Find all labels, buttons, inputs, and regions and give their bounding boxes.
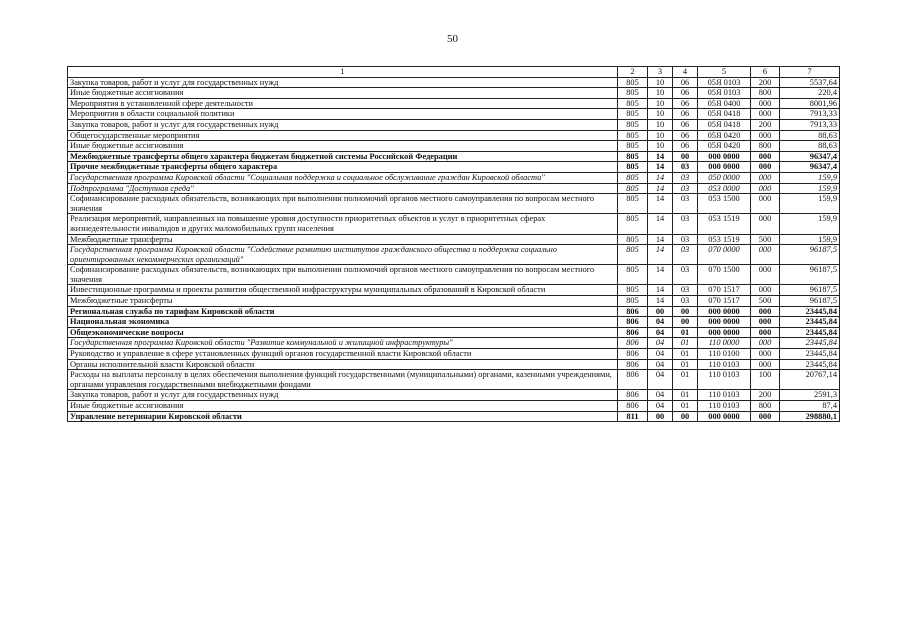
ministry-code-cell: 805: [618, 214, 648, 234]
table-row: [68, 151, 840, 162]
target-article-code-cell: 05Я 0420: [698, 141, 751, 152]
target-article-code-cell: 000 0000: [698, 151, 751, 162]
table-row: [68, 359, 840, 370]
table-row: [68, 77, 840, 88]
amount-cell: 96187,5: [780, 296, 840, 307]
amount-cell: 8001,96: [780, 98, 840, 109]
item-name-cell: Софинансирование расходных обязательств, возникающих при выполнении полномочий органов местного самоуправления по вопросам местного значения: [68, 194, 618, 214]
ministry-code-cell: 805: [618, 151, 648, 162]
ministry-code-cell: 805: [618, 234, 648, 245]
expense-type-code-cell: 000: [751, 265, 780, 285]
header-cell: 6: [751, 67, 780, 78]
budget-table: [67, 66, 840, 422]
item-name-cell: Общегосударственные мероприятия: [68, 130, 618, 141]
section-code-cell: 04: [648, 370, 673, 390]
subsection-code-cell: 03: [673, 285, 698, 296]
ministry-code-cell: 805: [618, 98, 648, 109]
amount-cell: 159,9: [780, 234, 840, 245]
expense-type-code-cell: 000: [751, 109, 780, 120]
section-code-cell: 10: [648, 88, 673, 99]
target-article-code-cell: 110 0000: [698, 338, 751, 349]
amount-cell: 5537,64: [780, 77, 840, 88]
amount-cell: 23445,84: [780, 317, 840, 328]
expense-type-code-cell: 000: [751, 338, 780, 349]
item-name-cell: Руководство и управление в сфере установленных функций органов государственной власти Кировской области: [68, 349, 618, 360]
table-header-row: [68, 67, 840, 78]
expense-type-code-cell: 000: [751, 130, 780, 141]
amount-cell: 159,9: [780, 172, 840, 183]
section-code-cell: 14: [648, 183, 673, 194]
amount-cell: 159,9: [780, 183, 840, 194]
target-article-code-cell: 053 1500: [698, 194, 751, 214]
expense-type-code-cell: 000: [751, 327, 780, 338]
amount-cell: 159,9: [780, 194, 840, 214]
subsection-code-cell: 01: [673, 359, 698, 370]
header-cell: 4: [673, 67, 698, 78]
subsection-code-cell: 03: [673, 234, 698, 245]
item-name-cell: Иные бюджетные ассигнования: [68, 401, 618, 412]
section-code-cell: 04: [648, 317, 673, 328]
item-name-cell: Межбюджетные трансферты общего характера бюджетам бюджетной системы Российской Федерации: [68, 151, 618, 162]
table-row: [68, 109, 840, 120]
item-name-cell: Софинансирование расходных обязательств, возникающих при выполнении полномочий органов местного самоуправления по вопросам местного значения: [68, 265, 618, 285]
subsection-code-cell: 06: [673, 88, 698, 99]
item-name-cell: Органы исполнительной власти Кировской области: [68, 359, 618, 370]
target-article-code-cell: 070 1500: [698, 265, 751, 285]
subsection-code-cell: 01: [673, 401, 698, 412]
target-article-code-cell: 053 1519: [698, 214, 751, 234]
target-article-code-cell: 000 0000: [698, 162, 751, 173]
ministry-code-cell: 805: [618, 296, 648, 307]
amount-cell: 96187,5: [780, 265, 840, 285]
amount-cell: 20767,14: [780, 370, 840, 390]
target-article-code-cell: 070 0000: [698, 245, 751, 265]
table-row: [68, 306, 840, 317]
subsection-code-cell: 06: [673, 141, 698, 152]
subsection-code-cell: 00: [673, 411, 698, 422]
subsection-code-cell: 03: [673, 265, 698, 285]
section-code-cell: 10: [648, 77, 673, 88]
section-code-cell: 04: [648, 349, 673, 360]
item-name-cell: Государственная программа Кировской области "Развитие коммунальной и жилищной инфраструктуры": [68, 338, 618, 349]
amount-cell: 96187,5: [780, 285, 840, 296]
table-row: [68, 88, 840, 99]
ministry-code-cell: 806: [618, 370, 648, 390]
item-name-cell: Мероприятия в установленной сфере деятельности: [68, 98, 618, 109]
subsection-code-cell: 01: [673, 327, 698, 338]
table-row: [68, 265, 840, 285]
expense-type-code-cell: 500: [751, 296, 780, 307]
section-code-cell: 14: [648, 296, 673, 307]
table-row: [68, 234, 840, 245]
amount-cell: 96347,4: [780, 162, 840, 173]
expense-type-code-cell: 000: [751, 285, 780, 296]
section-code-cell: 04: [648, 401, 673, 412]
subsection-code-cell: 03: [673, 194, 698, 214]
ministry-code-cell: 805: [618, 162, 648, 173]
ministry-code-cell: 806: [618, 338, 648, 349]
expense-type-code-cell: 000: [751, 317, 780, 328]
table-row: [68, 338, 840, 349]
ministry-code-cell: 805: [618, 109, 648, 120]
table-row: [68, 183, 840, 194]
table-row: [68, 130, 840, 141]
subsection-code-cell: 03: [673, 172, 698, 183]
amount-cell: 88,63: [780, 141, 840, 152]
section-code-cell: 00: [648, 306, 673, 317]
item-name-cell: Национальная экономика: [68, 317, 618, 328]
section-code-cell: 10: [648, 130, 673, 141]
expense-type-code-cell: 000: [751, 359, 780, 370]
target-article-code-cell: 070 1517: [698, 285, 751, 296]
item-name-cell: Государственная программа Кировской области "Содействие развитию институтов гражданского общества и поддержка социально ориентированных некоммерческих организаций": [68, 245, 618, 265]
expense-type-code-cell: 000: [751, 245, 780, 265]
item-name-cell: Общеэкономические вопросы: [68, 327, 618, 338]
section-code-cell: 14: [648, 285, 673, 296]
ministry-code-cell: 805: [618, 77, 648, 88]
item-name-cell: Иные бюджетные ассигнования: [68, 141, 618, 152]
target-article-code-cell: 110 0100: [698, 349, 751, 360]
ministry-code-cell: 806: [618, 306, 648, 317]
amount-cell: 298880,1: [780, 411, 840, 422]
item-name-cell: Подпрограмма "Доступная среда": [68, 183, 618, 194]
table-row: [68, 285, 840, 296]
item-name-cell: Закупка товаров, работ и услуг для государственных нужд: [68, 119, 618, 130]
target-article-code-cell: 05Я 0103: [698, 77, 751, 88]
expense-type-code-cell: 200: [751, 119, 780, 130]
item-name-cell: Межбюджетные трансферты: [68, 234, 618, 245]
ministry-code-cell: 806: [618, 327, 648, 338]
expense-type-code-cell: 800: [751, 141, 780, 152]
amount-cell: 23445,84: [780, 327, 840, 338]
table-row: [68, 411, 840, 422]
table-row: [68, 194, 840, 214]
subsection-code-cell: 03: [673, 183, 698, 194]
section-code-cell: 14: [648, 151, 673, 162]
subsection-code-cell: 01: [673, 349, 698, 360]
ministry-code-cell: 805: [618, 194, 648, 214]
subsection-code-cell: 03: [673, 214, 698, 234]
item-name-cell: Государственная программа Кировской области "Социальная поддержка и социальное обслуживание граждан Кировской области": [68, 172, 618, 183]
target-article-code-cell: 110 0103: [698, 370, 751, 390]
amount-cell: 7913,33: [780, 109, 840, 120]
header-cell: 7: [780, 67, 840, 78]
subsection-code-cell: 06: [673, 98, 698, 109]
target-article-code-cell: 110 0103: [698, 359, 751, 370]
subsection-code-cell: 03: [673, 245, 698, 265]
section-code-cell: 04: [648, 327, 673, 338]
expense-type-code-cell: 000: [751, 349, 780, 360]
expense-type-code-cell: 500: [751, 234, 780, 245]
target-article-code-cell: 05Я 0400: [698, 98, 751, 109]
header-cell: 1: [68, 67, 618, 78]
amount-cell: 23445,84: [780, 338, 840, 349]
expense-type-code-cell: 800: [751, 401, 780, 412]
section-code-cell: 10: [648, 98, 673, 109]
target-article-code-cell: 000 0000: [698, 327, 751, 338]
expense-type-code-cell: 000: [751, 162, 780, 173]
ministry-code-cell: 805: [618, 88, 648, 99]
target-article-code-cell: 05Я 0418: [698, 109, 751, 120]
ministry-code-cell: 806: [618, 401, 648, 412]
amount-cell: 220,4: [780, 88, 840, 99]
item-name-cell: Иные бюджетные ассигнования: [68, 88, 618, 99]
section-code-cell: 14: [648, 265, 673, 285]
ministry-code-cell: 806: [618, 349, 648, 360]
target-article-code-cell: 000 0000: [698, 306, 751, 317]
expense-type-code-cell: 000: [751, 306, 780, 317]
target-article-code-cell: 000 0000: [698, 317, 751, 328]
expense-type-code-cell: 200: [751, 390, 780, 401]
target-article-code-cell: 070 1517: [698, 296, 751, 307]
section-code-cell: 14: [648, 162, 673, 173]
subsection-code-cell: 03: [673, 296, 698, 307]
ministry-code-cell: 805: [618, 183, 648, 194]
table-row: [68, 98, 840, 109]
item-name-cell: Межбюджетные трансферты: [68, 296, 618, 307]
section-code-cell: 04: [648, 338, 673, 349]
subsection-code-cell: 00: [673, 317, 698, 328]
expense-type-code-cell: 800: [751, 88, 780, 99]
target-article-code-cell: 05Я 0103: [698, 88, 751, 99]
table-row: [68, 317, 840, 328]
expense-type-code-cell: 000: [751, 183, 780, 194]
expense-type-code-cell: 000: [751, 172, 780, 183]
subsection-code-cell: 00: [673, 151, 698, 162]
table-row: [68, 162, 840, 173]
item-name-cell: Закупка товаров, работ и услуг для государственных нужд: [68, 77, 618, 88]
item-name-cell: Расходы на выплаты персоналу в целях обеспечения выполнения функций государственными (муниципальными) органами, казенными учреждениями, органами управления государственными внебюджетными фондами: [68, 370, 618, 390]
section-code-cell: 14: [648, 245, 673, 265]
section-code-cell: 00: [648, 411, 673, 422]
target-article-code-cell: 110 0103: [698, 401, 751, 412]
subsection-code-cell: 06: [673, 119, 698, 130]
subsection-code-cell: 06: [673, 130, 698, 141]
target-article-code-cell: 000 0000: [698, 411, 751, 422]
amount-cell: 23445,84: [780, 306, 840, 317]
ministry-code-cell: 805: [618, 285, 648, 296]
subsection-code-cell: 01: [673, 338, 698, 349]
expense-type-code-cell: 100: [751, 370, 780, 390]
expense-type-code-cell: 000: [751, 151, 780, 162]
section-code-cell: 10: [648, 109, 673, 120]
amount-cell: 88,63: [780, 130, 840, 141]
header-cell: 5: [698, 67, 751, 78]
amount-cell: 96347,4: [780, 151, 840, 162]
ministry-code-cell: 806: [618, 317, 648, 328]
ministry-code-cell: 805: [618, 130, 648, 141]
ministry-code-cell: 805: [618, 141, 648, 152]
section-code-cell: 10: [648, 119, 673, 130]
amount-cell: 23445,84: [780, 359, 840, 370]
table-row: [68, 214, 840, 234]
subsection-code-cell: 03: [673, 162, 698, 173]
amount-cell: 2591,3: [780, 390, 840, 401]
ministry-code-cell: 805: [618, 245, 648, 265]
expense-type-code-cell: 000: [751, 98, 780, 109]
target-article-code-cell: 053 1519: [698, 234, 751, 245]
amount-cell: 96187,5: [780, 245, 840, 265]
item-name-cell: Инвестиционные программы и проекты развития общественной инфраструктуры муниципальных образований в Кировской области: [68, 285, 618, 296]
ministry-code-cell: 806: [618, 390, 648, 401]
amount-cell: 7913,33: [780, 119, 840, 130]
item-name-cell: Мероприятия в области социальной политики: [68, 109, 618, 120]
page-number: 50: [447, 33, 458, 45]
amount-cell: 87,4: [780, 401, 840, 412]
table-row: [68, 349, 840, 360]
subsection-code-cell: 01: [673, 390, 698, 401]
item-name-cell: Управление ветеринарии Кировской области: [68, 411, 618, 422]
table-row: [68, 390, 840, 401]
table-row: [68, 172, 840, 183]
target-article-code-cell: 053 0000: [698, 183, 751, 194]
amount-cell: 23445,84: [780, 349, 840, 360]
ministry-code-cell: 805: [618, 172, 648, 183]
expense-type-code-cell: 000: [751, 411, 780, 422]
section-code-cell: 14: [648, 194, 673, 214]
section-code-cell: 14: [648, 214, 673, 234]
table-row: [68, 370, 840, 390]
table-row: [68, 296, 840, 307]
section-code-cell: 10: [648, 141, 673, 152]
table-row: [68, 401, 840, 412]
expense-type-code-cell: 000: [751, 214, 780, 234]
table-row: [68, 245, 840, 265]
item-name-cell: Закупка товаров, работ и услуг для государственных нужд: [68, 390, 618, 401]
amount-cell: 159,9: [780, 214, 840, 234]
item-name-cell: Региональная служба по тарифам Кировской области: [68, 306, 618, 317]
ministry-code-cell: 805: [618, 265, 648, 285]
header-cell: 3: [648, 67, 673, 78]
table-row: [68, 141, 840, 152]
section-code-cell: 04: [648, 359, 673, 370]
expense-type-code-cell: 200: [751, 77, 780, 88]
subsection-code-cell: 01: [673, 370, 698, 390]
item-name-cell: Реализация мероприятий, направленных на повышение уровня доступности приоритетных объектов и услуг в приоритетных сферах жизнедеятельности инвалидов и других маломобильных групп населения: [68, 214, 618, 234]
section-code-cell: 14: [648, 234, 673, 245]
item-name-cell: Прочие межбюджетные трансферты общего характера: [68, 162, 618, 173]
subsection-code-cell: 00: [673, 306, 698, 317]
header-cell: 2: [618, 67, 648, 78]
ministry-code-cell: 811: [618, 411, 648, 422]
section-code-cell: 04: [648, 390, 673, 401]
target-article-code-cell: 05Я 0420: [698, 130, 751, 141]
subsection-code-cell: 06: [673, 77, 698, 88]
target-article-code-cell: 05Я 0418: [698, 119, 751, 130]
table-row: [68, 327, 840, 338]
ministry-code-cell: 806: [618, 359, 648, 370]
ministry-code-cell: 805: [618, 119, 648, 130]
expense-type-code-cell: 000: [751, 194, 780, 214]
section-code-cell: 14: [648, 172, 673, 183]
subsection-code-cell: 06: [673, 109, 698, 120]
table-row: [68, 119, 840, 130]
target-article-code-cell: 050 0000: [698, 172, 751, 183]
target-article-code-cell: 110 0103: [698, 390, 751, 401]
